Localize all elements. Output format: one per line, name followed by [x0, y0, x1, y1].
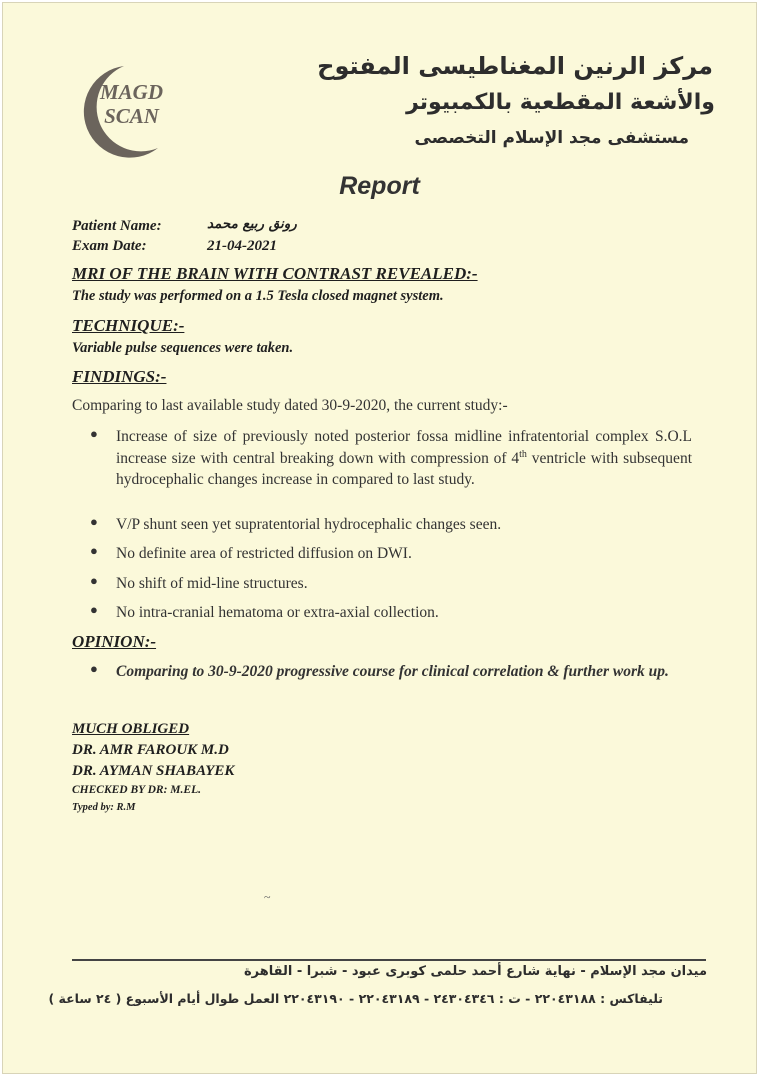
findings-item-3-text: No definite area of restricted diffusion on DWI.: [116, 545, 412, 562]
footer-divider: [72, 959, 706, 961]
doctor-1: DR. AMR FAROUK M.D: [72, 742, 229, 758]
bullet-icon: ●: [90, 573, 98, 588]
bullet-icon: ●: [90, 602, 98, 617]
hospital-name-arabic: مستشفى مجد الإسلام التخصصى: [414, 128, 689, 148]
doctor-2: DR. AYMAN SHABAYEK: [72, 763, 235, 779]
opinion-item-text: Comparing to 30-9-2020 progressive course for clinical correlation & further work up.: [116, 663, 669, 680]
center-subtitle-arabic: والأشعة المقطعية بالكمبيوتر: [406, 90, 715, 115]
logo-text: [100, 80, 163, 128]
logo-line-2: SCAN: [104, 104, 159, 128]
logo-line-1: MAGD: [100, 80, 164, 104]
report-title: Report: [339, 172, 420, 200]
findings-heading: FINDINGS:-: [72, 367, 167, 386]
bullet-icon: ●: [90, 426, 98, 441]
patient-name-label: Patient Name:: [72, 218, 162, 234]
bullet-icon: ●: [90, 661, 98, 676]
bullet-icon: ●: [90, 543, 98, 558]
patient-name-value: رونق ربيع محمد: [207, 216, 297, 232]
center-name-arabic: مركز الرنين المغناطيسى المفتوح: [317, 52, 713, 80]
findings-item-1-text: Increase of size of previously noted posterior fossa midline infratentorial complex S.O.L increase size with central breaking down with compression of 4th ventricle with subsequent hydrocephalic changes increase in compared to last study.: [116, 428, 692, 488]
typed-by: Typed by: R.M: [72, 802, 136, 813]
exam-date-label: Exam Date:: [72, 238, 147, 254]
closing-line: MUCH OBLIGED: [72, 721, 190, 737]
bullet-icon: ●: [90, 514, 98, 529]
mri-text: The study was performed on a 1.5 Tesla closed magnet system.: [72, 288, 444, 304]
technique-text: Variable pulse sequences were taken.: [72, 340, 294, 356]
footer-address: ميدان مجد الإسلام - نهاية شارع أحمد حلمى كوبرى عبود - شبرا - القاهرة: [243, 964, 707, 979]
report-page: [2, 2, 757, 1074]
findings-item-5-text: No intra-cranial hematoma or extra-axial collection.: [116, 604, 439, 621]
checked-by: CHECKED BY DR: M.EL.: [72, 784, 201, 796]
findings-item-2-text: V/P shunt seen yet supratentorial hydrocephalic changes seen.: [116, 516, 502, 533]
technique-heading: TECHNIQUE:-: [72, 316, 185, 335]
findings-item-4-text: No shift of mid-line structures.: [116, 575, 308, 592]
footer-contact: تليفاكس : ٢٢٠٤٣١٨٨ - ت : ٢٤٣٠٤٣٤٦ - ٢٢٠٤٣١٨٩ - ٢٢٠٤٣١٩٠ العمل طوال أيام الأسبوع ( ٢٤ ساعة ): [48, 991, 663, 1006]
page-border: [2, 2, 757, 1074]
findings-intro: Comparing to last available study dated 30-9-2020, the current study:-: [72, 397, 508, 414]
mri-heading: MRI OF THE BRAIN WITH CONTRAST REVEALED:-: [72, 264, 478, 283]
stray-mark: ~: [264, 890, 271, 904]
opinion-heading: OPINION:-: [72, 632, 157, 651]
exam-date-value: 21-04-2021: [207, 238, 277, 254]
